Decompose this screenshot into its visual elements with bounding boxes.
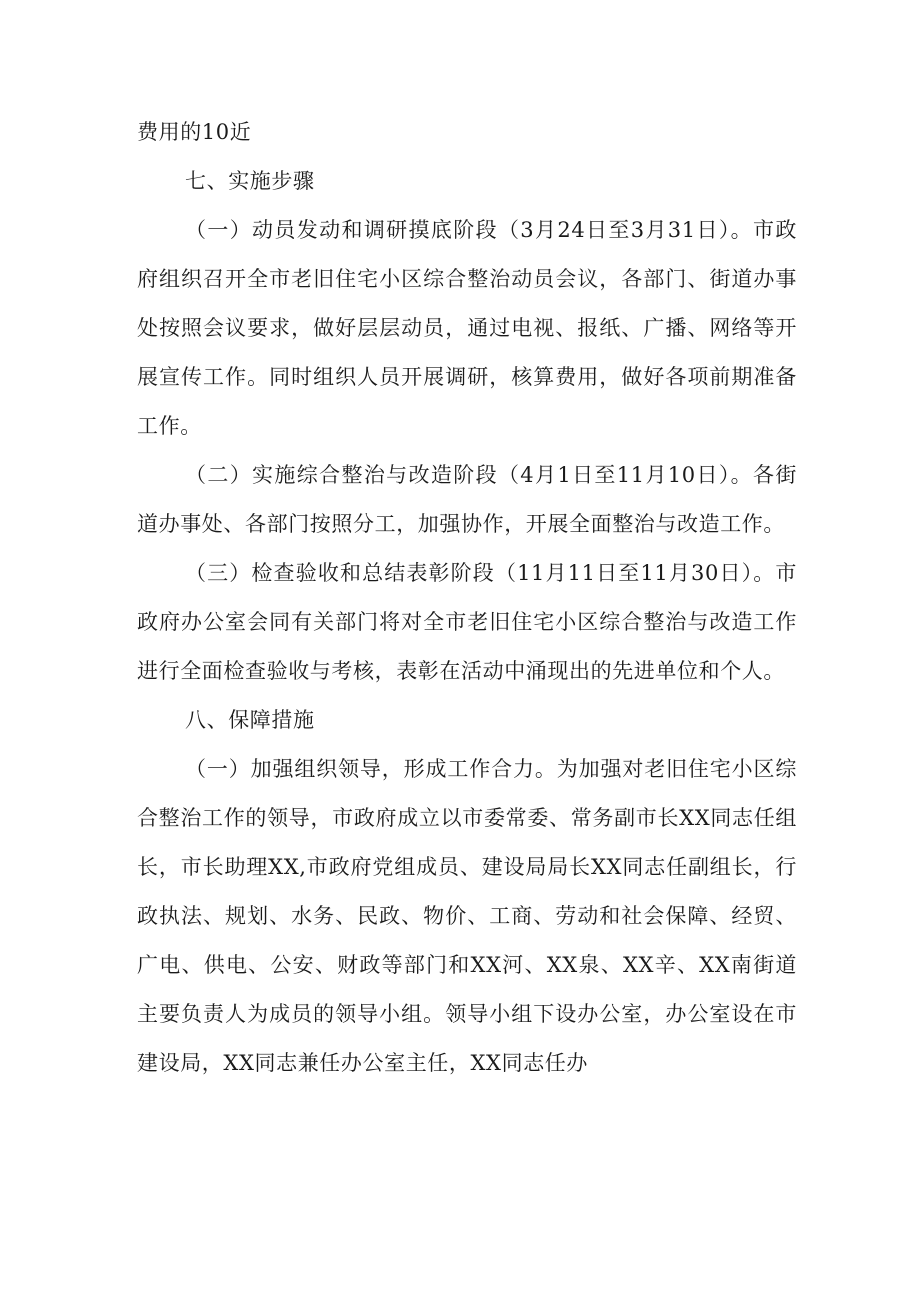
paragraph-stage-three: （三）检查验收和总结表彰阶段（11月11日至11月30日）。市政府办公室会同有关部门将对全市老旧住宅小区综合整治与改造工作进行全面检查验收与考核，表彰在活动中涌现出的先进单位和个人。 — [137, 561, 797, 683]
paragraph-continuation: 费用的10近 — [137, 120, 252, 144]
document-body — [137, 108, 797, 1088]
paragraph-stage-two: （二）实施综合整治与改造阶段（4月1日至11月10日）。各街道办事处、各部门按照分工，加强协作，开展全面整治与改造工作。 — [137, 463, 797, 536]
section-heading-safeguards: 八、保障措施 — [185, 708, 315, 732]
section-heading-implementation-steps: 七、实施步骤 — [185, 169, 315, 193]
paragraph-organization-leadership: （一）加强组织领导，形成工作合力。为加强对老旧住宅小区综合整治工作的领导，市政府成立以市委常委、常务副市长XX同志任组长，市长助理XX,市政府党组成员、建设局局长XX同志任副组长，行政执法、规划、水务、民政、物价、工商、劳动和社会保障、经贸、广电、供电、公安、财政等部门和XX河、XX泉、XX辛、XX南街道主要负责人为成员的领导小组。领导小组下设办公室，办公室设在市建设局，XX同志兼任办公室主任，XX同志任办 — [137, 757, 797, 1075]
paragraph-stage-one: （一）动员发动和调研摸底阶段（3月24日至3月31日）。市政府组织召开全市老旧住宅小区综合整治动员会议，各部门、街道办事处按照会议要求，做好层层动员，通过电视、报纸、广播、网络等开展宣传工作。同时组织人员开展调研，核算费用，做好各项前期准备工作。 — [137, 218, 797, 438]
